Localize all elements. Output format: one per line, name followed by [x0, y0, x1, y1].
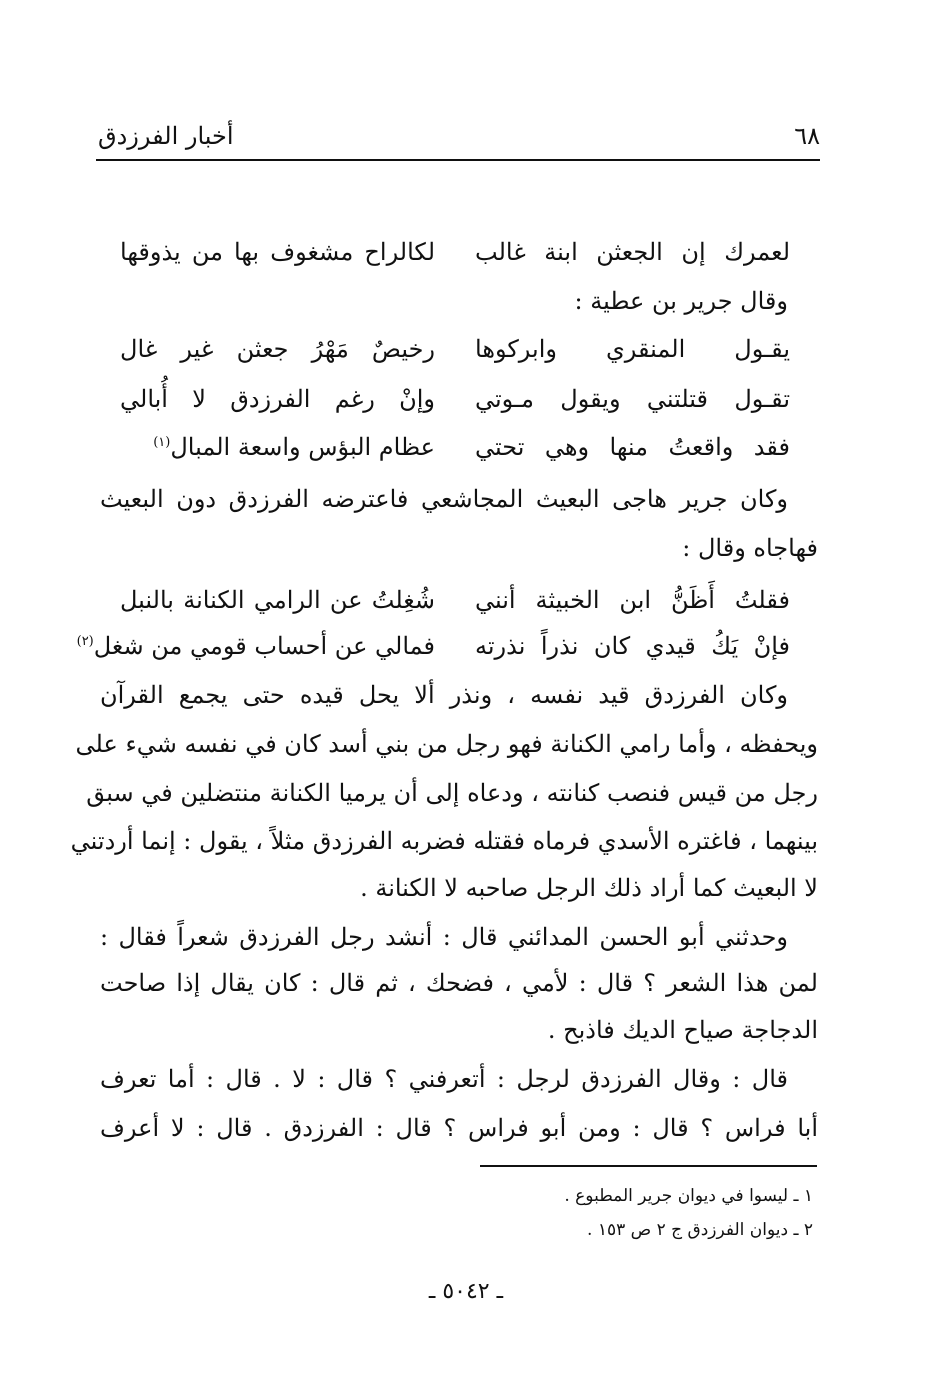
verse-hemistich-second: رخيصٌ مَهْرُ جعثن غير غال	[120, 335, 435, 363]
footnote: ١ ـ ليسوا في ديوان جرير المطبوع .	[564, 1186, 813, 1206]
verse-text: فمالي عن أحساب قومي من شغل	[93, 632, 435, 660]
verse-hemistich-first: يقـول المنقري وابركوها	[475, 335, 790, 363]
verse-line	[120, 578, 790, 622]
footnote-marker: (١)	[153, 435, 171, 450]
text-line: لمن هذا الشعر ؟ قال : لأمي ، فضحك ، ثم قال : كان يقال إذا صاحت	[100, 969, 818, 997]
text-line: وكان جرير هاجى البعيث المجاشعي فاعترضه الفرزدق دون البعيث	[100, 485, 788, 513]
verse-hemistich-first: فقلتُ أَظَنُّ ابن الخبيثة أنني	[475, 586, 790, 614]
page-footer-number: ـ ٥٠٤٢ ـ	[428, 1279, 504, 1304]
page-number: ٦٨	[794, 122, 820, 150]
footnote-rule	[480, 1165, 817, 1167]
text-line: الدجاجة صياح الديك فاذبح .	[547, 1016, 818, 1044]
verse-hemistich-first: لعمرك إن الجعثن ابنة غالب	[475, 238, 790, 266]
page-header	[98, 116, 820, 156]
verse-hemistich-first: فقد واقعتُ منها وهي تحتي	[475, 433, 790, 461]
text-line: فهاجاه وقال :	[682, 534, 818, 562]
verse-line	[120, 377, 790, 421]
verse-text: عظام البؤس واسعة المبال	[170, 433, 435, 461]
text-line: وكان الفرزدق قيد نفسه ، ونذر ألا يحل قيده حتى يجمع القرآن	[100, 681, 788, 709]
text-line: بينهما ، فاغتره الأسدي فرماه فقتله فضربه الفرزدق مثلاً ، يقول : إنما أردتني	[70, 827, 818, 855]
running-title: أخبار الفرزدق	[98, 122, 234, 150]
verse-line	[76, 624, 790, 668]
text-line: قال : وقال الفرزدق لرجل : أتعرفني ؟ قال : لا . قال : أما تعرف	[100, 1065, 788, 1093]
verse-hemistich-second	[76, 632, 435, 660]
verse-line	[120, 230, 790, 274]
footnote-marker: (٢)	[76, 634, 94, 649]
footnote: ٢ ـ ديوان الفرزدق ج ٢ ص ١٥٣ .	[587, 1220, 813, 1240]
verse-line	[120, 425, 790, 469]
verse-line	[120, 327, 790, 371]
text-line: ويحفظه ، وأما رامي الكنانة فهو رجل من بني أسد كان في نفسه شيء على	[75, 730, 818, 758]
text-line: رجل من قيس فنصب كنانته ، ودعاه إلى أن يرميا الكنانة منتضلين في سبق	[86, 779, 818, 807]
verse-hemistich-second: وإنْ رغم الفرزدق لا أُبالي	[120, 385, 435, 413]
verse-hemistich-first: فإنْ يَكُ قيدي كان نذراً نذرته	[475, 632, 790, 660]
text-line: وقال جرير بن عطية :	[574, 287, 788, 315]
verse-hemistich-second	[120, 433, 435, 461]
verse-hemistich-first: تقـول قتلتني ويقول مـوتي	[475, 385, 790, 413]
text-line: أبا فراس ؟ قال : ومن أبو فراس ؟ قال : الفرزدق . قال : لا أعرف	[100, 1114, 818, 1142]
text-line: لا البعيث كما أراد ذلك الرجل صاحبه لا الكنانة .	[360, 874, 818, 902]
verse-hemistich-second: شُغِلتُ عن الرامي الكنانة بالنبل	[120, 586, 435, 614]
header-rule	[96, 159, 820, 161]
verse-hemistich-second: لكالراح مشغوف بها من يذوقها	[120, 238, 435, 266]
text-line: وحدثني أبو الحسن المدائني قال : أنشد رجل الفرزدق شعراً فقال :	[100, 923, 788, 951]
